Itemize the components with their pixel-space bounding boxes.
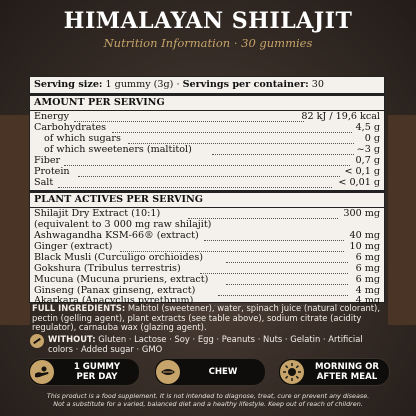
badge-dosage-line1: 1 GUMMY bbox=[73, 362, 121, 372]
serving-size-value: 1 gummy (3g) bbox=[105, 79, 174, 90]
active-value: 10 mg bbox=[349, 241, 380, 252]
sun-icon bbox=[280, 360, 304, 384]
active-label: Black Musli (Curculigo orchioides) bbox=[34, 252, 204, 263]
nutrient-value: 0 g bbox=[364, 133, 380, 144]
nutrient-row bbox=[34, 156, 380, 167]
badge-chew-label: CHEW bbox=[208, 367, 238, 377]
nutrient-label: Fiber bbox=[34, 155, 61, 166]
without-list bbox=[48, 335, 384, 354]
background-block-right bbox=[388, 115, 416, 325]
nutrient-label: of which sugars bbox=[44, 133, 121, 144]
servings-per-container-label: Servings per container: bbox=[182, 79, 309, 90]
active-value: 6 mg bbox=[355, 274, 380, 285]
disclaimer-line1: This product is a food supplement. It is not intended to diagnose, treat, cure or prevent any disease. bbox=[46, 392, 370, 400]
nutrient-label: Carbohydrates bbox=[34, 122, 107, 133]
without-label: WITHOUT: bbox=[48, 334, 96, 344]
nutrient-row bbox=[34, 167, 380, 178]
badge-dosage bbox=[28, 358, 140, 386]
active-value: 4 mg bbox=[355, 285, 380, 296]
usage-badges bbox=[28, 358, 388, 388]
badge-chew bbox=[154, 358, 266, 386]
serving-row: Serving size: 1 gummy (3g) · Servings per container: 30 bbox=[34, 79, 324, 90]
nutrient-label: of which sweeteners (maltitol) bbox=[44, 144, 192, 155]
active-value: 6 mg bbox=[355, 263, 380, 274]
without-text: Gluten · Lactose · Soy · Egg · Peanuts · Nuts · Gelatin · Artificial colors · Added sugar · GMO bbox=[48, 334, 363, 354]
badge-timing-line1: MORNING OR bbox=[314, 362, 380, 372]
nutrient-row bbox=[34, 178, 380, 189]
actives-heading: PLANT ACTIVES PER SERVING bbox=[34, 194, 203, 205]
ingredients-label: FULL INGREDIENTS: bbox=[32, 303, 126, 313]
mouth-icon bbox=[156, 360, 180, 384]
nutrient-value: < 0,01 g bbox=[338, 177, 380, 188]
active-label: Mucuna (Mucuna pruriens, extract) bbox=[34, 274, 209, 285]
active-label: Ginger (extract) bbox=[34, 241, 113, 252]
rule bbox=[30, 190, 384, 193]
badge-timing bbox=[278, 358, 390, 386]
serving-size-label: Serving size: bbox=[34, 79, 103, 90]
no-icon bbox=[30, 334, 44, 348]
nutrient-label: Energy bbox=[34, 111, 70, 122]
nutrient-label: Salt bbox=[34, 177, 54, 188]
servings-per-container-value: 30 bbox=[311, 79, 324, 90]
product-title: HIMALAYAN SHILAJIT bbox=[63, 8, 353, 34]
background-block-left bbox=[0, 115, 30, 325]
nutrient-value: 0,7 g bbox=[355, 155, 380, 166]
disclaimer-line2: Not a substitute for a varied, balanced diet and a healthy lifestyle. Keep out of reach of children. bbox=[53, 400, 363, 408]
nutrient-row bbox=[44, 145, 380, 156]
nutrient-value: ~3 g bbox=[356, 144, 380, 155]
rule bbox=[30, 93, 384, 96]
badge-timing-line2: AFTER MEAL bbox=[316, 372, 378, 382]
amount-heading: AMOUNT PER SERVING bbox=[34, 97, 165, 108]
active-value: 6 mg bbox=[355, 252, 380, 263]
nutrient-value: < 0,1 g bbox=[344, 166, 380, 177]
amount-heading-row bbox=[34, 98, 380, 109]
nutrient-value: 82 kJ / 19,6 kcal bbox=[301, 111, 380, 122]
active-value: 300 mg bbox=[343, 208, 380, 219]
nutrient-value: 4,5 g bbox=[355, 122, 380, 133]
full-ingredients bbox=[32, 304, 384, 333]
nutrition-panel bbox=[29, 76, 385, 306]
active-label: Ashwagandha KSM-66® (extract) bbox=[34, 230, 199, 241]
active-value: 4 mg bbox=[355, 295, 380, 306]
active-label: Shilajit Dry Extract (10:1) bbox=[34, 208, 161, 219]
active-label: Akarkara (Anacyclus pyrethrum) bbox=[34, 295, 194, 306]
active-value: 40 mg bbox=[349, 230, 380, 241]
nutrient-label: Protein bbox=[34, 166, 70, 177]
hand-gummy-icon bbox=[30, 360, 54, 384]
badge-dosage-line2: PER DAY bbox=[76, 372, 118, 382]
disclaimer bbox=[0, 392, 416, 408]
ingredients-text: Maltitol (sweetener), water, spinach juice (natural colorant), pectin (gelling agent), plant extracts (see table above), sodium citrate (acidity regulator), carnauba wax (glazing agent). bbox=[32, 303, 380, 333]
product-subtitle: Nutrition Information · 30 gummies bbox=[103, 36, 313, 50]
active-label: Ginseng (Panax ginseng, extract) bbox=[34, 285, 196, 296]
active-label: (equivalent to 3 000 mg raw shilajit) bbox=[34, 219, 212, 230]
actives-heading-row bbox=[34, 195, 380, 206]
active-label: Gokshura (Tribulus terrestris) bbox=[34, 263, 181, 274]
